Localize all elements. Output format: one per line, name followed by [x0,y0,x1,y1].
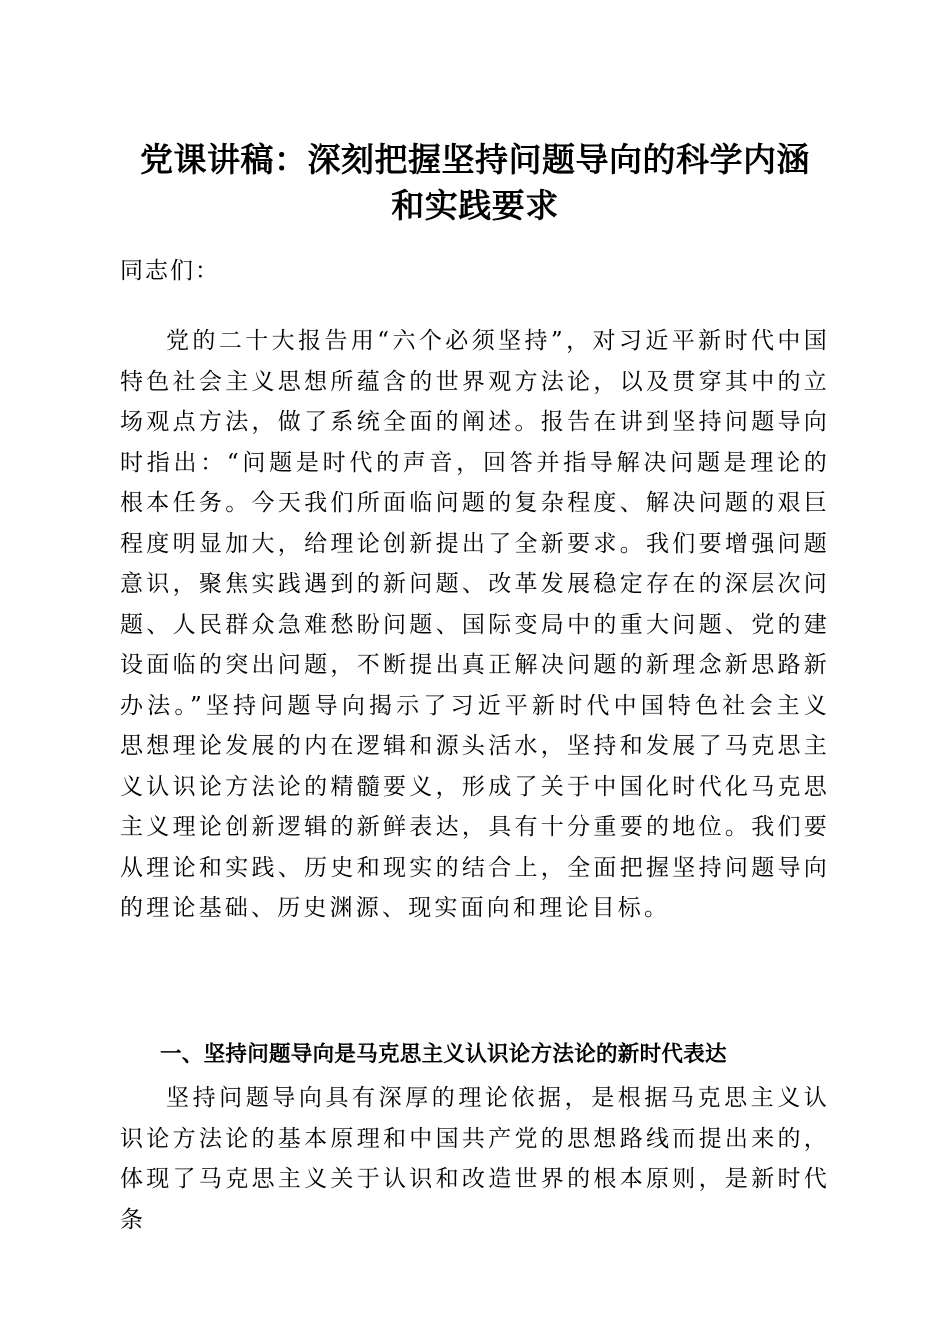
document-title-line-1: 党课讲稿：深刻把握坚持问题导向的科学内涵 [140,140,810,179]
section-heading-1: 一、坚持问题导向是马克思主义认识论方法论的新时代表达 [160,1042,727,1067]
paragraph-1: 党的二十大报告用“六个必须坚持”，对习近平新时代中国特色社会主义思想所蕴含的世界观方法论，以及贯穿其中的立场观点方法，做了系统全面的阐述。报告在讲到坚持问题导向时指出：“问题是时代的声音，回答并指导解决问题是理论的根本任务。今天我们所面临问题的复杂程度、解决问题的艰巨程度明显加大，给理论创新提出了全新要求。我们要增强问题意识，聚焦实践遇到的新问题、改革发展稳定存在的深层次问题、人民群众急难愁盼问题、国际变局中的重大问题、党的建设面临的突出问题，不断提出真正解决问题的新理念新思路新办法。”坚持问题导向揭示了习近平新时代中国特色社会主义思想理论发展的内在逻辑和源头活水，坚持和发展了马克思主义认识论方法论的精髓要义，形成了关于中国化时代化马克思主义理论创新逻辑的新鲜表达，具有十分重要的地位。我们要从理论和实践、历史和现实的结合上，全面把握坚持问题导向的理论基础、历史渊源、现实面向和理论目标。 [120,328,830,921]
greeting: 同志们： [120,258,220,284]
paragraph-2: 坚持问题导向具有深厚的理论依据，是根据马克思主义认识论方法论的基本原理和中国共产党的思想路线而提出来的，体现了马克思主义关于认识和改造世界的根本原则，是新时代条 [120,1085,830,1233]
document-title-line-2: 和实践要求 [391,186,559,225]
